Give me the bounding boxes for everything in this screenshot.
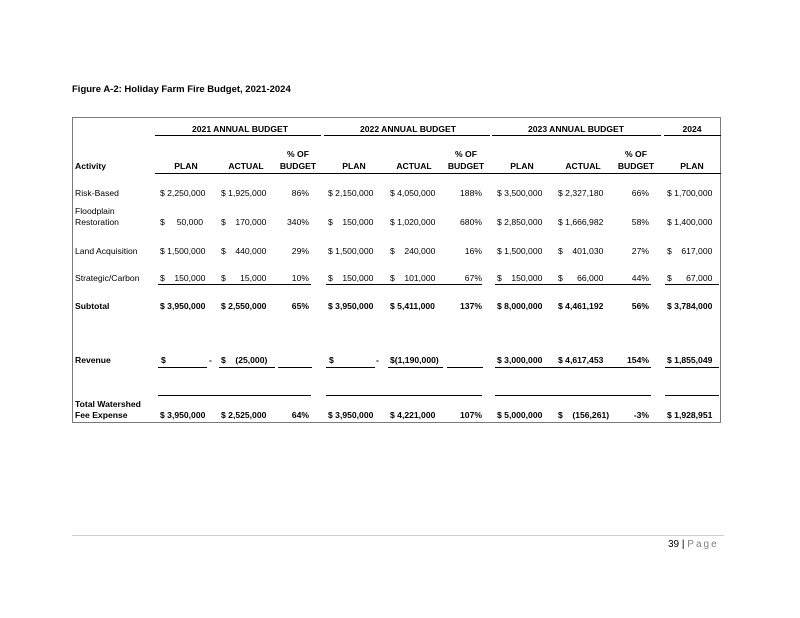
cell: $ 401,030 — [558, 246, 604, 256]
row-label-land-acquisition: Land Acquisition — [75, 246, 138, 256]
cell: $ 2,327,180 — [558, 188, 604, 198]
cell: $ 67,000 — [667, 273, 713, 283]
pct-header-2021-b: BUDGET — [279, 161, 317, 171]
figure-title: Figure A-2: Holiday Farm Fire Budget, 2021-2024 — [72, 84, 291, 95]
cell: $ 2,150,000 — [328, 188, 374, 198]
cell: $ 101,000 — [390, 273, 436, 283]
pct-header-2022-b: BUDGET — [447, 161, 485, 171]
cell: $ 1,666,982 — [558, 217, 604, 227]
cell: $ 1,020,000 — [390, 217, 436, 227]
cell: $ 3,784,000 — [667, 301, 713, 311]
rule — [326, 367, 375, 368]
row-label-fee-expense: Fee Expense — [75, 410, 128, 420]
cell: 44% — [631, 273, 649, 283]
cell: 56% — [631, 301, 649, 311]
cell: $ 5,411,000 — [390, 301, 435, 311]
cell: $ 150,000 — [328, 217, 374, 227]
cell: $ 3,000,000 — [497, 355, 543, 365]
year-header-2021: 2021 ANNUAL BUDGET — [192, 124, 288, 134]
page-number-value: 39 — [668, 539, 680, 550]
cell: 188% — [460, 188, 482, 198]
rule — [447, 367, 483, 368]
activity-header: Activity — [75, 161, 107, 171]
page-word: Page — [687, 539, 719, 550]
cell: -3% — [633, 410, 649, 420]
rule — [158, 367, 207, 368]
rule — [495, 284, 651, 285]
cell: $ 240,000 — [390, 246, 436, 256]
cell: $ 2,250,000 — [160, 188, 206, 198]
plan-header-2022: PLAN — [342, 161, 366, 171]
plan-header-2024: PLAN — [680, 161, 704, 171]
cell: $ 1,400,000 — [667, 217, 713, 227]
actual-header-2021: ACTUAL — [228, 161, 264, 171]
row-label-floodplain: Floodplain — [75, 206, 115, 216]
cell: $ 150,000 — [160, 273, 206, 283]
cell: 137% — [460, 301, 482, 311]
cell: 86% — [291, 188, 309, 198]
cell: $ 617,000 — [667, 246, 713, 256]
row-label-restoration: Restoration — [75, 217, 119, 227]
cell: $ 2,850,000 — [497, 217, 543, 227]
pct-header-2022-a: % OF — [455, 149, 477, 159]
row-label-risk-based: Risk-Based — [75, 188, 119, 198]
year-underline-2024 — [664, 135, 721, 136]
page-separator: | — [681, 539, 685, 550]
cell: $ 5,000,000 — [497, 410, 543, 420]
cell: 340% — [287, 217, 309, 227]
cell: 65% — [291, 301, 309, 311]
cell: $ 8,000,000 — [497, 301, 543, 311]
cell: $ 2,550,000 — [221, 301, 267, 311]
cell: $ 170,000 — [221, 217, 267, 227]
pct-header-2023-b: BUDGET — [617, 161, 655, 171]
cell: 29% — [291, 246, 309, 256]
actual-header-2023: ACTUAL — [565, 161, 601, 171]
rule — [495, 395, 651, 396]
rule — [495, 367, 651, 368]
cell: $ 50,000 — [160, 217, 204, 227]
cell: $ 3,950,000 — [328, 301, 374, 311]
cell: 10% — [291, 273, 309, 283]
rule — [665, 367, 719, 368]
cell: $ 1,500,000 — [160, 246, 206, 256]
rule — [158, 284, 311, 285]
cell: 64% — [291, 410, 309, 420]
cell: - — [209, 355, 212, 365]
cell: $ 2,525,000 — [221, 410, 267, 420]
cell: 107% — [460, 410, 482, 420]
cell: $ 1,500,000 — [328, 246, 374, 256]
row-label-subtotal: Subtotal — [75, 301, 110, 311]
cell: $ 150,000 — [497, 273, 543, 283]
year-header-2024: 2024 — [682, 124, 702, 134]
cell: 27% — [631, 246, 649, 256]
rule — [219, 367, 275, 368]
cell: $ 1,925,000 — [221, 188, 267, 198]
row-label-total-watershed: Total Watershed — [75, 399, 141, 409]
cell: 67% — [464, 273, 482, 283]
year-underline-2023 — [492, 135, 661, 136]
cell: $ 15,000 — [221, 273, 267, 283]
rule — [158, 395, 311, 396]
year-header-2022: 2022 ANNUAL BUDGET — [360, 124, 456, 134]
year-underline-2022 — [324, 135, 490, 136]
cell: $ (25,000) — [221, 355, 268, 365]
cell: 66% — [631, 188, 649, 198]
cell: $ — [329, 355, 334, 365]
cell: $ 3,950,000 — [328, 410, 374, 420]
footer-divider — [72, 535, 724, 536]
row-label-strategic-carbon: Strategic/Carbon — [75, 273, 140, 283]
cell: $ 4,221,000 — [390, 410, 436, 420]
year-underline-2021 — [155, 135, 321, 136]
cell: $ 3,500,000 — [497, 188, 543, 198]
cell: $ (156,261) — [558, 410, 610, 420]
rule — [665, 284, 719, 285]
rule — [388, 367, 443, 368]
actual-header-2022: ACTUAL — [396, 161, 432, 171]
rule — [665, 395, 719, 396]
cell: $ 4,461,192 — [558, 301, 604, 311]
cell: $ 3,950,000 — [160, 301, 206, 311]
cell: $ 1,500,000 — [497, 246, 543, 256]
page-number — [668, 539, 719, 550]
plan-header-2023: PLAN — [510, 161, 534, 171]
rule — [326, 395, 482, 396]
year-header-2023: 2023 ANNUAL BUDGET — [528, 124, 624, 134]
cell: $ 1,700,000 — [667, 188, 713, 198]
cell: $(1,190,000) — [390, 355, 439, 365]
budget-table — [72, 117, 721, 423]
cell: 154% — [627, 355, 649, 365]
cell: $ 4,050,000 — [390, 188, 436, 198]
pct-header-2021-a: % OF — [287, 149, 309, 159]
cell: $ 4,617,453 — [558, 355, 604, 365]
cell: 58% — [631, 217, 649, 227]
row-label-revenue: Revenue — [75, 355, 111, 365]
cell: $ 66,000 — [558, 273, 604, 283]
cell: $ — [161, 355, 166, 365]
cell: 680% — [460, 217, 482, 227]
cell: 16% — [464, 246, 482, 256]
rule — [326, 284, 482, 285]
pct-header-2023-a: % OF — [625, 149, 647, 159]
plan-header-2021: PLAN — [174, 161, 198, 171]
cell: - — [376, 355, 379, 365]
cell: $ 150,000 — [328, 273, 374, 283]
cell: $ 1,928,951 — [667, 410, 713, 420]
header-underline — [155, 173, 721, 174]
cell: $ 440,000 — [221, 246, 267, 256]
cell: $ 3,950,000 — [160, 410, 206, 420]
cell: $ 1,855,049 — [667, 355, 713, 365]
rule — [278, 367, 312, 368]
